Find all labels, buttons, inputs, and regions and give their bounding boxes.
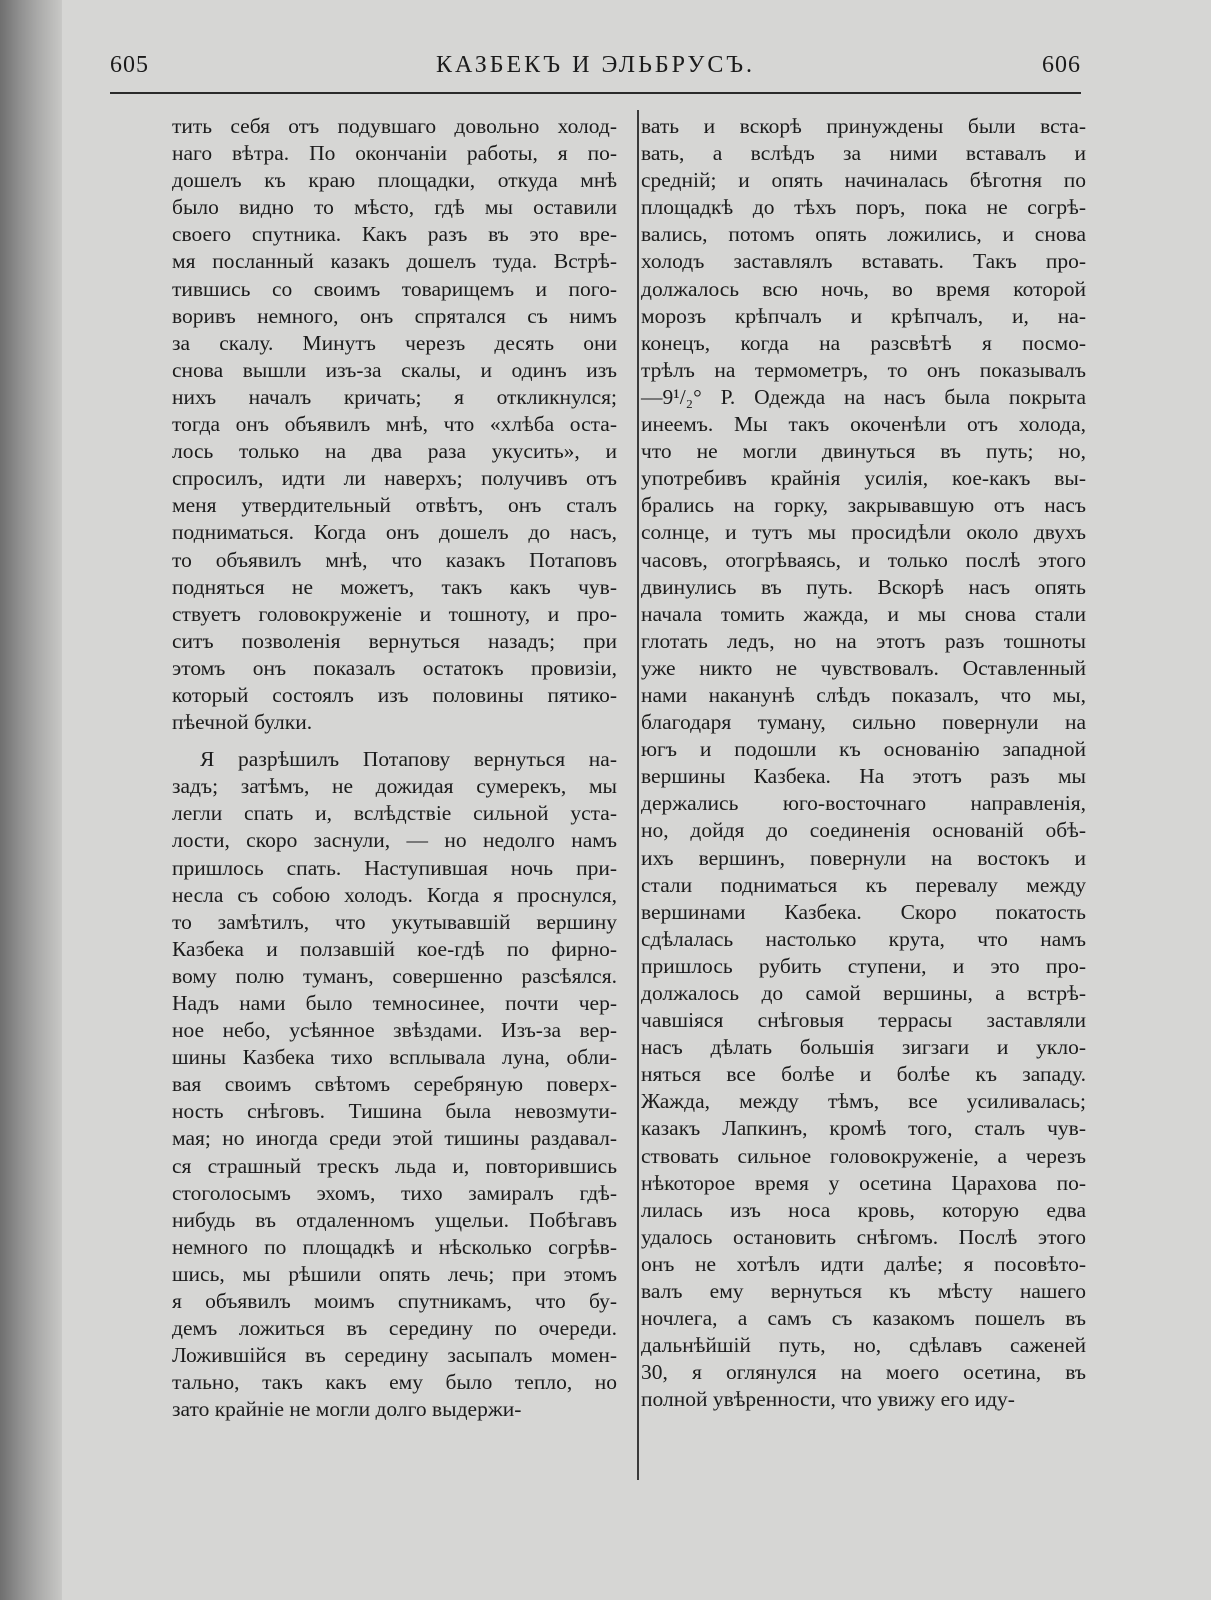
text-line: онъ не хотѣлъ идти далѣе; я посовѣто- — [641, 1251, 1086, 1276]
text-line: вать, а вслѣдъ за ними вставалъ и — [641, 141, 1086, 166]
text-line: двинулись въ путь. Вскорѣ насъ опять — [641, 574, 1086, 599]
text-line: дальнѣйшій путь, но, сдѣлавъ саженей — [641, 1333, 1086, 1358]
text-line: часовъ, отогрѣваясь, и только послѣ этого — [641, 547, 1086, 572]
text-line: лось только на два раза укусить», и — [172, 439, 617, 464]
text-line: ситъ позволенія вернуться назадъ; при — [172, 628, 617, 653]
right-text-column — [641, 113, 1086, 1414]
text-line: нихъ началъ кричать; я откликнулся; — [172, 384, 617, 409]
text-line: ствуетъ головокруженіе и тошноту, и про- — [172, 601, 617, 626]
text-line: шины Казбека тихо всплывала луна, обли- — [172, 1045, 617, 1070]
text-line: демъ ложиться въ середину по очереди. — [172, 1316, 617, 1341]
text-line: вершины Казбека. На этотъ разъ мы — [641, 764, 1086, 789]
text-line: няться все болѣе и болѣе къ западу. — [641, 1062, 1086, 1087]
text-line: тить себя отъ подувшаго довольно холод- — [172, 114, 617, 138]
text-line: насъ дѣлать большія зигзаги и укло- — [641, 1035, 1086, 1060]
text-line: удалось остановить снѣгомъ. Послѣ этого — [641, 1224, 1086, 1249]
text-line: спросилъ, идти ли наверхъ; получивъ отъ — [172, 466, 617, 491]
text-line: употребивъ крайнія усилія, кое-какъ вы- — [641, 466, 1086, 491]
text-line: валъ ему вернуться къ мѣсту нашего — [641, 1279, 1086, 1304]
text-line: нибудь въ отдаленномъ ущельи. Побѣгавъ — [172, 1207, 617, 1232]
text-line: нами наканунѣ слѣдъ показалъ, что мы, — [641, 682, 1086, 707]
text-line: пришлось рубить ступени, и это про- — [641, 953, 1086, 978]
text-line: снова вышли изъ-за скалы, и одинъ изъ — [172, 357, 617, 382]
text-line: благодаря туману, сильно повернули на — [641, 710, 1086, 735]
column-divider — [637, 110, 639, 1480]
text-line: за скалу. Минутъ черезъ десять они — [172, 330, 617, 355]
text-line: то объявилъ мнѣ, что казакъ Потаповъ — [172, 547, 617, 572]
text-line: тившись со своимъ товарищемъ и пого- — [172, 276, 617, 301]
text-line: пѣечной булки. — [172, 710, 313, 735]
paragraph-gap — [172, 736, 617, 746]
text-line: холодъ заставлялъ вставать. Такъ про- — [641, 249, 1086, 274]
text-line: лости, скоро заснули, — но недолго намъ — [172, 828, 617, 853]
text-line: этомъ онъ показалъ остатокъ провизіи, — [172, 655, 617, 680]
text-line: ночлега, а самъ съ казакомъ пошелъ въ — [641, 1306, 1086, 1331]
text-line: Я разрѣшилъ Потапову вернуться на- — [200, 747, 617, 772]
left-text-column — [172, 113, 617, 1424]
text-line: должалось до самой вершины, а встрѣ- — [641, 981, 1086, 1005]
text-line: подниматься. Когда онъ дошелъ до насъ, — [172, 520, 617, 545]
text-line: меня утвердительный отвѣтъ, онъ сталъ — [172, 493, 617, 518]
text-line: морозъ крѣпчалъ и крѣпчалъ, и, на- — [641, 303, 1086, 328]
running-title: КАЗБЕКЪ И ЭЛЬБРУСЪ. — [435, 52, 756, 78]
text-line: дошелъ къ краю площадки, откуда мнѣ — [172, 168, 617, 193]
text-line: вому полю туманъ, совершенно разсѣялся. — [172, 963, 617, 988]
text-line: югъ и подошли къ основанію западной — [641, 737, 1086, 762]
text-line: который состоялъ изъ половины пятико- — [172, 682, 617, 707]
text-line: легли спать и, вслѣдствіе сильной уста- — [172, 801, 617, 826]
text-line: держались юго-восточнаго направленія, — [641, 791, 1086, 816]
text-line: ность снѣговъ. Тишина была невозмути- — [172, 1099, 617, 1124]
text-line: Казбека и ползавшій кое-гдѣ по фирно- — [172, 936, 617, 961]
text-line: ся страшный трескъ льда и, повторившись — [172, 1153, 617, 1178]
text-line: уже никто не чувствовалъ. Оставленный — [641, 655, 1086, 680]
text-line: наго вѣтра. По окончаніи работы, я по- — [172, 141, 617, 166]
page-number-right: 606 — [1042, 52, 1081, 78]
text-line: брались на горку, закрывавшую отъ насъ — [641, 493, 1086, 518]
text-line: задъ; затѣмъ, не дожидая сумерекъ, мы — [172, 774, 617, 799]
text-line: должалось всю ночь, во время которой — [641, 276, 1086, 301]
text-line: вать и вскорѣ принуждены были вста- — [641, 114, 1086, 138]
text-line: несла съ собою холодъ. Когда я проснулся, — [172, 882, 617, 907]
text-line: то замѣтилъ, что укутывавшій вершину — [172, 909, 617, 934]
text-line: немного по площадкѣ и нѣсколько согрѣв- — [172, 1234, 617, 1259]
text-line: стали подниматься къ перевалу между — [641, 872, 1086, 897]
page-number-left: 605 — [110, 52, 149, 78]
text-line: своего спутника. Какъ разъ въ это вре- — [172, 222, 617, 247]
text-line: воривъ немного, онъ спрятался съ нимъ — [172, 303, 617, 328]
running-header — [110, 52, 1081, 86]
text-line: Жажда, между тѣмъ, все усиливалась; — [641, 1089, 1086, 1114]
text-line: пришлось спать. Наступившая ночь при- — [172, 855, 617, 880]
text-line: ное небо, усѣянное звѣздами. Изъ-за вер- — [172, 1018, 617, 1043]
text-line: солнце, и тутъ мы просидѣли около двухъ — [641, 520, 1086, 545]
text-line: вершинами Казбека. Скоро покатость — [641, 899, 1086, 924]
text-line: Ложившійся въ середину засыпалъ момен- — [172, 1343, 617, 1368]
text-line: трѣлъ на термометръ, то онъ показывалъ — [641, 357, 1086, 382]
text-line: глотать ледъ, но на этотъ разъ тошноты — [641, 628, 1086, 653]
header-rule — [110, 92, 1081, 94]
text-line: —9¹/₂° Р. Одежда на насъ была покрыта — [641, 384, 1086, 409]
text-line: зато крайніе не могли долго выдержи- — [172, 1397, 522, 1422]
text-line: я объявилъ моимъ спутникамъ, что бу- — [172, 1289, 617, 1314]
text-line: инеемъ. Мы такъ окоченѣли отъ холода, — [641, 412, 1086, 437]
text-line: 30, я оглянулся на моего осетина, въ — [641, 1360, 1086, 1385]
text-line: лилась изъ носа кровь, которую едва — [641, 1197, 1086, 1222]
text-line: тально, такъ какъ ему было тепло, но — [172, 1370, 617, 1395]
text-line: ихъ вершинъ, повернули на востокъ и — [641, 845, 1086, 870]
text-line: мая; но иногда среди этой тишины раздавал- — [172, 1126, 617, 1151]
text-line: было видно то мѣсто, гдѣ мы оставили — [172, 195, 617, 220]
text-line: вались, потомъ опять ложились, и снова — [641, 222, 1086, 247]
text-line: подняться не можетъ, такъ какъ чув- — [172, 574, 617, 599]
text-line: ствовать сильное головокруженіе, а черезъ — [641, 1143, 1086, 1168]
text-line: нѣкоторое время у осетина Царахова по- — [641, 1170, 1086, 1195]
text-line: сдѣлалась настолько крута, что намъ — [641, 926, 1086, 951]
text-line: мя посланный казакъ дошелъ туда. Встрѣ- — [172, 249, 617, 274]
text-line: стоголосымъ эхомъ, тихо замиралъ гдѣ- — [172, 1180, 617, 1205]
text-line: тогда онъ объявилъ мнѣ, что «хлѣба оста- — [172, 412, 617, 437]
book-spine-shadow — [0, 0, 62, 1600]
text-line: Надъ нами было темносинее, почти чер- — [172, 991, 617, 1015]
text-line: полной увѣренности, что увижу его иду- — [641, 1387, 1015, 1412]
text-line: но, дойдя до соединенія основаній обѣ- — [641, 818, 1086, 843]
text-line: чавшіяся снѣговыя террасы заставляли — [641, 1008, 1086, 1033]
text-line: начала томить жажда, и мы снова стали — [641, 601, 1086, 626]
text-line: средній; и опять начиналась бѣготня по — [641, 168, 1086, 193]
text-line: что не могли двинуться въ путь; но, — [641, 439, 1086, 464]
text-line: площадкѣ до тѣхъ поръ, пока не согрѣ- — [641, 195, 1086, 220]
text-line: конецъ, когда на разсвѣтѣ я посмо- — [641, 330, 1086, 355]
text-line: казакъ Лапкинъ, кромѣ того, сталъ чув- — [641, 1116, 1086, 1141]
text-line: вая своимъ свѣтомъ серебряную поверх- — [172, 1072, 617, 1097]
text-line: шись, мы рѣшили опять лечь; при этомъ — [172, 1261, 617, 1286]
